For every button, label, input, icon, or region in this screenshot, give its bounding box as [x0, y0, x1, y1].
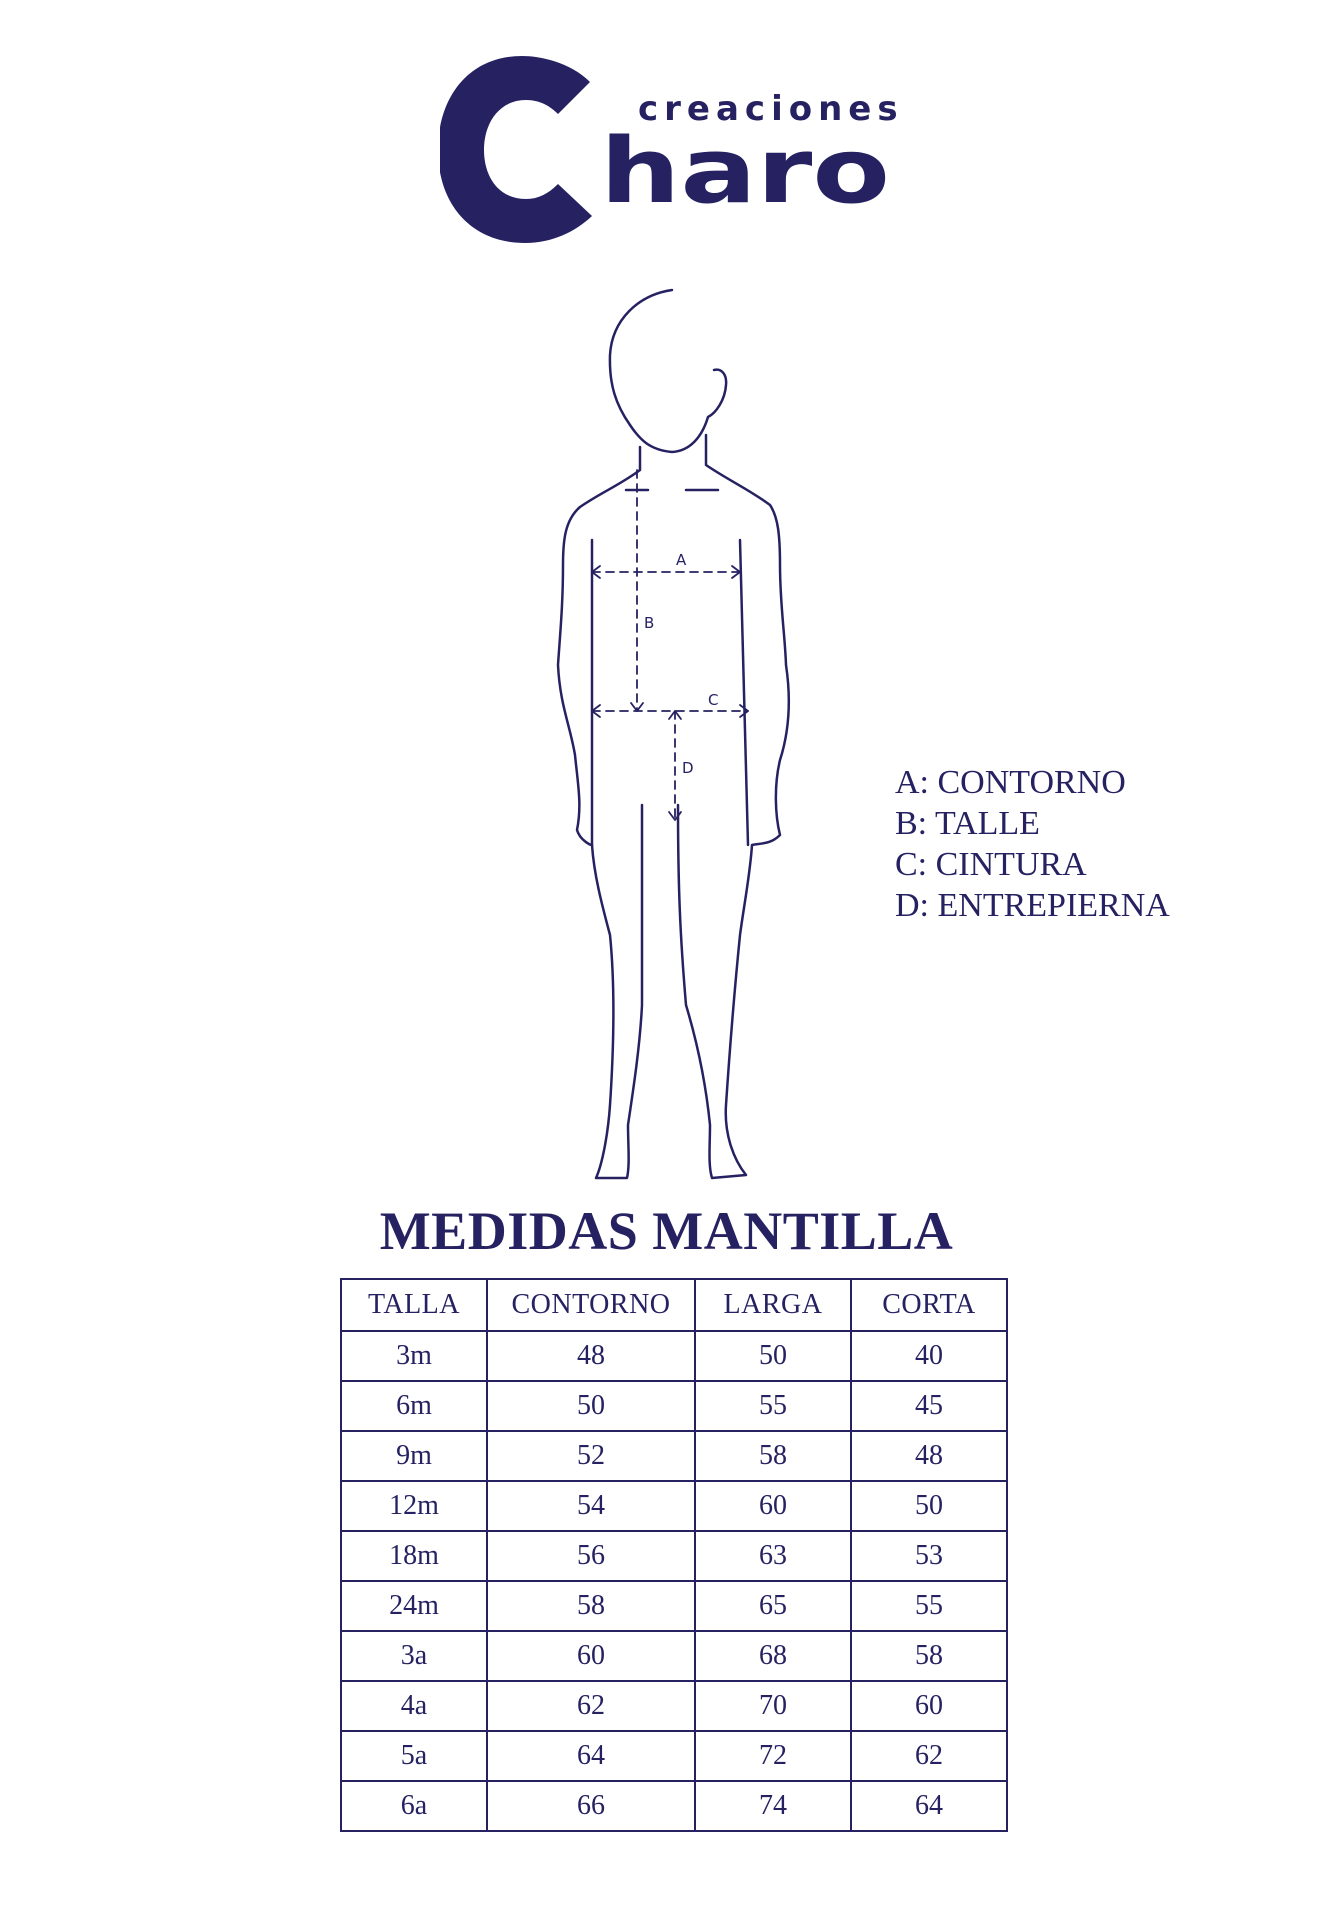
cell-contorno: 50 [487, 1381, 695, 1431]
cell-talla: 12m [341, 1481, 487, 1531]
label-c: C [708, 691, 719, 709]
cell-larga: 65 [695, 1581, 851, 1631]
table-row [341, 1481, 1007, 1531]
cell-larga: 74 [695, 1781, 851, 1831]
cell-corta: 60 [851, 1681, 1007, 1731]
measurement-labels [644, 551, 718, 777]
cell-contorno: 58 [487, 1581, 695, 1631]
cell-talla: 3m [341, 1331, 487, 1381]
table-row [341, 1781, 1007, 1831]
cell-larga: 70 [695, 1681, 851, 1731]
cell-corta: 48 [851, 1431, 1007, 1481]
legend-item: D: ENTREPIERNA [895, 887, 1170, 924]
cell-corta: 64 [851, 1781, 1007, 1831]
legend-item: C: CINTURA [895, 846, 1087, 883]
cell-contorno: 54 [487, 1481, 695, 1531]
cell-contorno: 64 [487, 1731, 695, 1781]
table-header-row [341, 1279, 1007, 1331]
figure-right-arm-inner [740, 540, 748, 845]
table-row [341, 1681, 1007, 1731]
cell-talla: 4a [341, 1681, 487, 1731]
cell-larga: 63 [695, 1531, 851, 1581]
cell-larga: 55 [695, 1381, 851, 1431]
measurement-arrowheads [592, 566, 748, 820]
table-row [341, 1581, 1007, 1631]
cell-corta: 50 [851, 1481, 1007, 1531]
table-row [341, 1331, 1007, 1381]
cell-contorno: 62 [487, 1681, 695, 1731]
brand-logo [440, 50, 910, 260]
cell-larga: 50 [695, 1331, 851, 1381]
cell-contorno: 66 [487, 1781, 695, 1831]
header-contorno: CONTORNO [487, 1279, 695, 1331]
body-measurement-figure [530, 285, 820, 1190]
figure-right-outline [678, 435, 789, 1178]
cell-corta: 53 [851, 1531, 1007, 1581]
cell-contorno: 56 [487, 1531, 695, 1581]
header-larga: LARGA [695, 1279, 851, 1331]
table-row [341, 1431, 1007, 1481]
header-talla: TALLA [341, 1279, 487, 1331]
table-row [341, 1631, 1007, 1681]
cell-contorno: 52 [487, 1431, 695, 1481]
legend-item: A: CONTORNO [895, 764, 1126, 801]
table-row [341, 1531, 1007, 1581]
cell-corta: 55 [851, 1581, 1007, 1631]
cell-talla: 3a [341, 1631, 487, 1681]
legend-item: B: TALLE [895, 805, 1040, 842]
cell-corta: 45 [851, 1381, 1007, 1431]
cell-talla: 18m [341, 1531, 487, 1581]
cell-larga: 60 [695, 1481, 851, 1531]
logo-c-shape [440, 56, 592, 243]
page-title: MEDIDAS MANTILLA [379, 1201, 954, 1261]
cell-larga: 68 [695, 1631, 851, 1681]
label-d: D [682, 759, 694, 777]
size-table [340, 1278, 1008, 1832]
logo-big-text: haro [600, 119, 890, 224]
cell-talla: 24m [341, 1581, 487, 1631]
cell-corta: 62 [851, 1731, 1007, 1781]
cell-contorno: 48 [487, 1331, 695, 1381]
figure-left-outline [558, 447, 642, 1178]
cell-talla: 6m [341, 1381, 487, 1431]
figure-head-outline [610, 290, 726, 452]
cell-contorno: 60 [487, 1631, 695, 1681]
label-a: A [676, 551, 687, 569]
cell-talla: 5a [341, 1731, 487, 1781]
cell-larga: 58 [695, 1431, 851, 1481]
table-row [341, 1381, 1007, 1431]
label-b: B [644, 614, 655, 632]
cell-corta: 58 [851, 1631, 1007, 1681]
table-body [341, 1331, 1007, 1831]
cell-talla: 9m [341, 1431, 487, 1481]
cell-corta: 40 [851, 1331, 1007, 1381]
measurement-lines [592, 470, 748, 820]
table-row [341, 1731, 1007, 1781]
cell-talla: 6a [341, 1781, 487, 1831]
header-corta: CORTA [851, 1279, 1007, 1331]
cell-larga: 72 [695, 1731, 851, 1781]
logo-small-text: creaciones [638, 89, 904, 129]
measurement-legend [895, 762, 1170, 926]
